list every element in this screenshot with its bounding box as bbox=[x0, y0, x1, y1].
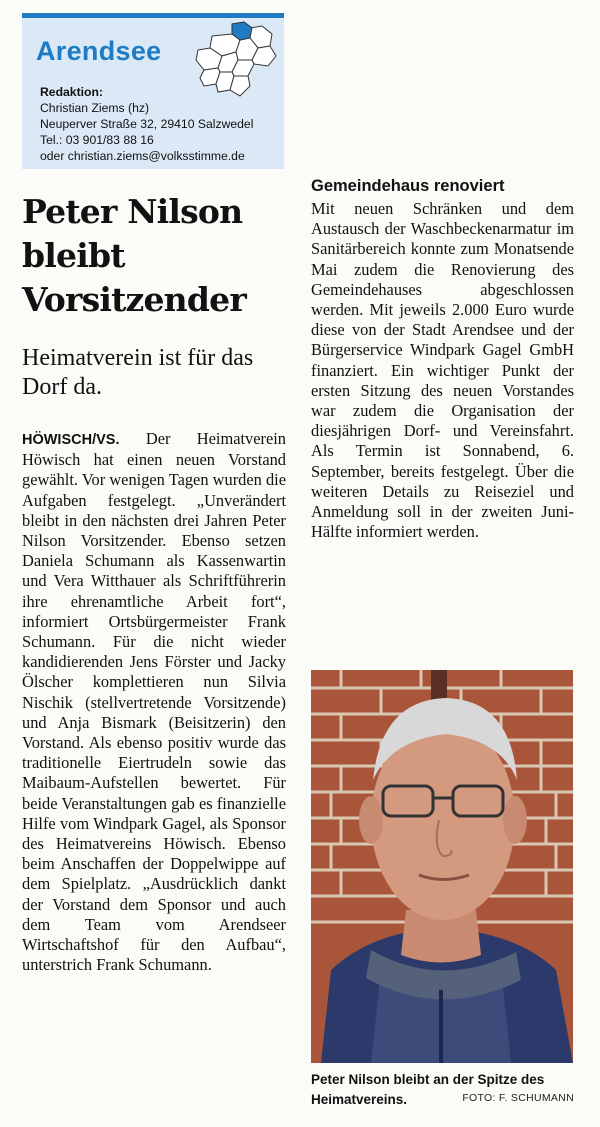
editor-address: Neuperver Straße 32, 29410 Salzwedel bbox=[40, 117, 254, 131]
article-headline: Peter Nilson bleibt Vorsitzender bbox=[22, 192, 246, 319]
redaktion-label: Redaktion: bbox=[40, 85, 103, 99]
editor-name: Christian Ziems (hz) bbox=[40, 101, 150, 115]
photo-caption: Peter Nilson bleibt an der Spitze des Heimatvereins. bbox=[311, 1072, 545, 1107]
article-subheadline: Heimatverein ist für das Dorf da. bbox=[22, 345, 254, 400]
local-header-box bbox=[22, 13, 284, 169]
section-heading: Gemeindehaus renoviert bbox=[311, 177, 505, 195]
local-edition-title: Arendsee bbox=[36, 36, 162, 66]
article-body-left-text: Der Heimatverein Höwisch hat einen neuen Vorstand gewählt. Vor wenigen Tagen wurden die Aufgaben festgelegt. „Unverändert bleibt in den nächsten drei Jahren Peter Nilson Vorsitzender. Ebenso setzen Daniela Schumann als Kassenwartin und Vera Witthauer als Schriftführerin ihre ehrenamtliche Arbeit fort“, informiert Ortsbürgermeister Frank Schumann. Für die nicht wieder kandidierenden Jens Förster und Jacky Ölscher komplettieren nun Silvia Nischik (stellvertretende Vorsitzende) und Anja Bismark (Beisitzerin) den Vorstand. Als ebenso positiv wurde das traditionelle Eiertrudeln sowie das Maibaum-Aufstellen bewertet. Für beide Veranstaltungen gab es finanzielle Hilfe vom Windpark Gagel, als Sponsor des Heimatvereins Höwisch. Ebenso beim Anschaffen der Doppelwippe auf dem Spielplatz. „Ausdrücklich dankt der Vorstand dem Sponsor und auch dem Team vom Arendseer Wirtschaftshof für den Aufbau“, unterstrich Frank Schumann. bbox=[22, 429, 286, 975]
photo-credit: FOTO: F. SCHUMANN bbox=[462, 1092, 574, 1104]
editor-email: oder christian.ziems@volksstimme.de bbox=[40, 149, 245, 163]
editorial-contact bbox=[40, 84, 253, 164]
portrait-photo bbox=[311, 670, 573, 1063]
article-body-left bbox=[22, 429, 286, 975]
article-body-right: Mit neuen Schränken und dem Austausch der Waschbeckenarmatur im Sanitärbereich konnte zum Monatsende Mai zudem die Renovierung des Gemeindehauses abgeschlossen werden. Mit jeweils 2.000 Euro wurde diese von der Stadt Arendsee und der Bürgerservice Windpark Gagel GmbH finanziert. Ein wichtiger Punkt der ersten Sitzung des neuen Vorstandes war zudem die Organisation der diesjährigen Dorf- und Vereinsfahrt. Als Termin ist Sonnabend, 6. September, bereits festgelegt. Über die weiteren Details zu Reiseziel und Anmeldung soll in der zweiten Juni-Hälfte informiert werden. bbox=[311, 199, 574, 542]
article-dateline: HÖWISCH/VS. bbox=[22, 432, 120, 448]
editor-phone: Tel.: 03 901/83 88 16 bbox=[40, 133, 154, 147]
